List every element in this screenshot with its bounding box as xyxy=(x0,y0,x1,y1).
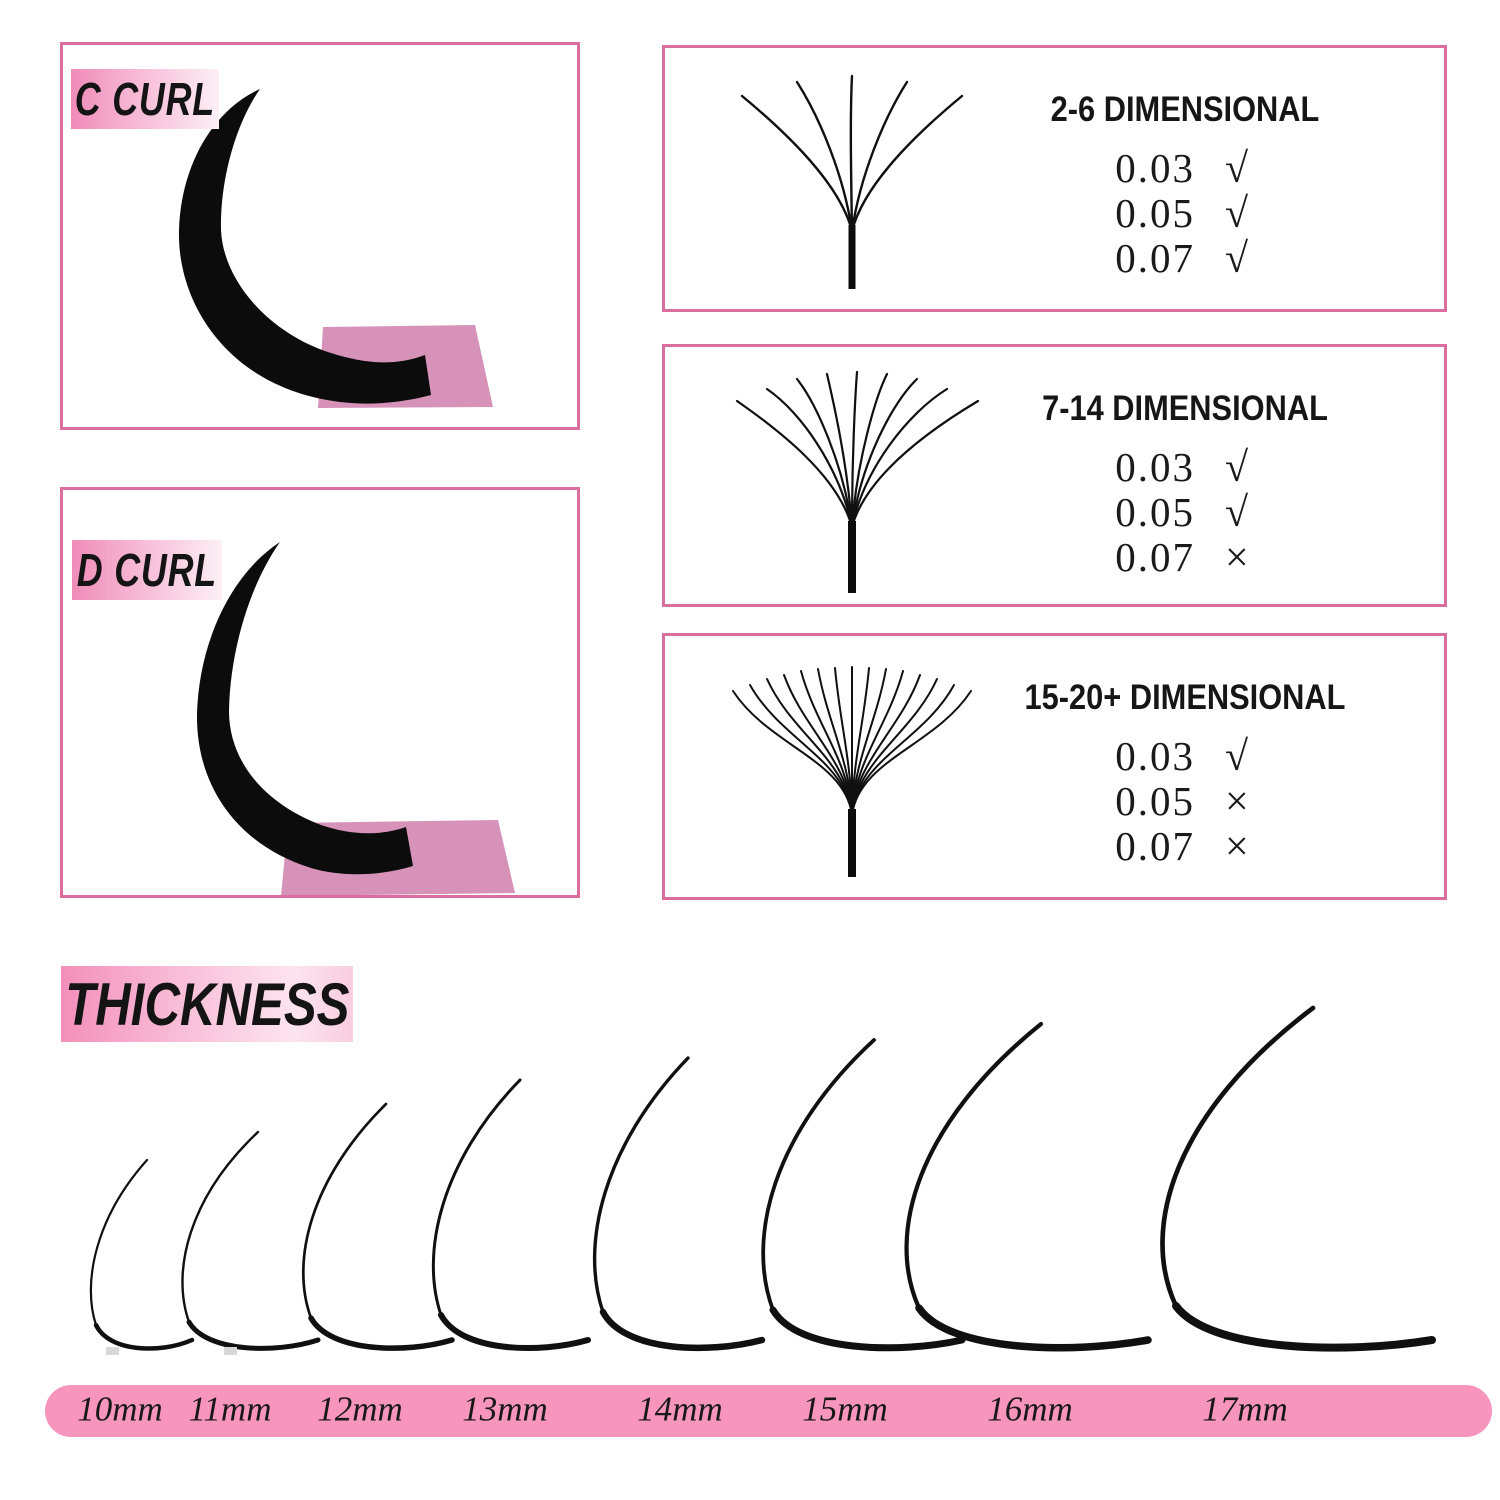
length-scale-bar xyxy=(45,1385,1492,1437)
c-curl-label-text: C CURL xyxy=(74,73,216,125)
thickness-options xyxy=(985,732,1385,870)
length-label-12mm: 12mm xyxy=(317,1389,403,1429)
option-row xyxy=(985,234,1385,282)
dimensional-title: 15-20+ DIMENSIONAL xyxy=(1024,678,1346,717)
dimensional-panel-15-20 xyxy=(662,633,1447,900)
option-size: 0.05 xyxy=(1115,190,1195,236)
dimensional-panel-7-14 xyxy=(662,344,1447,607)
check-mark: √ xyxy=(1225,146,1249,192)
check-mark: √ xyxy=(1225,236,1249,282)
length-label-10mm: 10mm xyxy=(77,1389,163,1429)
check-mark: √ xyxy=(1225,490,1249,536)
tape-speck xyxy=(106,1347,119,1355)
thickness-lashes-illustration xyxy=(0,1000,1500,1380)
length-label-16mm: 16mm xyxy=(987,1389,1073,1429)
fan-stem xyxy=(848,521,856,593)
option-size: 0.05 xyxy=(1115,489,1195,535)
cross-mark: × xyxy=(1225,535,1249,581)
option-row xyxy=(985,144,1385,192)
check-mark: √ xyxy=(1225,734,1249,780)
fan-stem xyxy=(848,809,856,877)
option-size: 0.07 xyxy=(1115,823,1195,869)
dimensional-info xyxy=(985,678,1385,870)
option-row xyxy=(985,732,1385,780)
length-label-17mm: 17mm xyxy=(1202,1389,1288,1429)
option-size: 0.05 xyxy=(1115,778,1195,824)
thickness-lash-curves xyxy=(91,1008,1432,1349)
d-curl-label-text: D CURL xyxy=(76,544,218,596)
tape-speck xyxy=(224,1347,237,1355)
d-curl-label xyxy=(72,540,222,600)
check-mark: √ xyxy=(1225,445,1249,491)
lash-fan-9-illustration xyxy=(680,351,1010,601)
length-label-13mm: 13mm xyxy=(462,1389,548,1429)
option-size: 0.03 xyxy=(1115,733,1195,779)
option-row xyxy=(985,822,1385,870)
c-curl-label xyxy=(71,69,219,129)
check-mark: √ xyxy=(1225,191,1249,237)
option-row xyxy=(985,533,1385,581)
length-label-11mm: 11mm xyxy=(188,1389,272,1429)
option-row xyxy=(985,443,1385,491)
fan-stem xyxy=(849,225,856,289)
dimensional-title: 2-6 DIMENSIONAL xyxy=(1050,90,1320,129)
cross-mark: × xyxy=(1225,824,1249,870)
option-row xyxy=(985,189,1385,237)
lash-fan-15-illustration xyxy=(675,642,1029,892)
length-label-15mm: 15mm xyxy=(802,1389,888,1429)
option-size: 0.07 xyxy=(1115,534,1195,580)
thickness-options xyxy=(985,443,1385,581)
dimensional-title: 7-14 DIMENSIONAL xyxy=(1042,389,1328,428)
dimensional-info xyxy=(985,90,1385,282)
d-curl-panel xyxy=(60,487,580,898)
lash-fan-5-illustration xyxy=(680,56,1010,306)
option-row xyxy=(985,777,1385,825)
fan-lashes xyxy=(733,667,971,815)
option-size: 0.07 xyxy=(1115,235,1195,281)
c-curl-panel xyxy=(60,42,580,430)
option-row xyxy=(985,488,1385,536)
dimensional-info xyxy=(985,389,1385,581)
thickness-title-text: THICKNESS xyxy=(64,970,350,1038)
fan-lashes xyxy=(737,372,978,527)
option-size: 0.03 xyxy=(1115,444,1195,490)
option-size: 0.03 xyxy=(1115,145,1195,191)
dimensional-panel-2-6 xyxy=(662,45,1447,312)
fan-lashes xyxy=(742,76,962,231)
thickness-options xyxy=(985,144,1385,282)
length-label-14mm: 14mm xyxy=(637,1389,723,1429)
cross-mark: × xyxy=(1225,779,1249,825)
